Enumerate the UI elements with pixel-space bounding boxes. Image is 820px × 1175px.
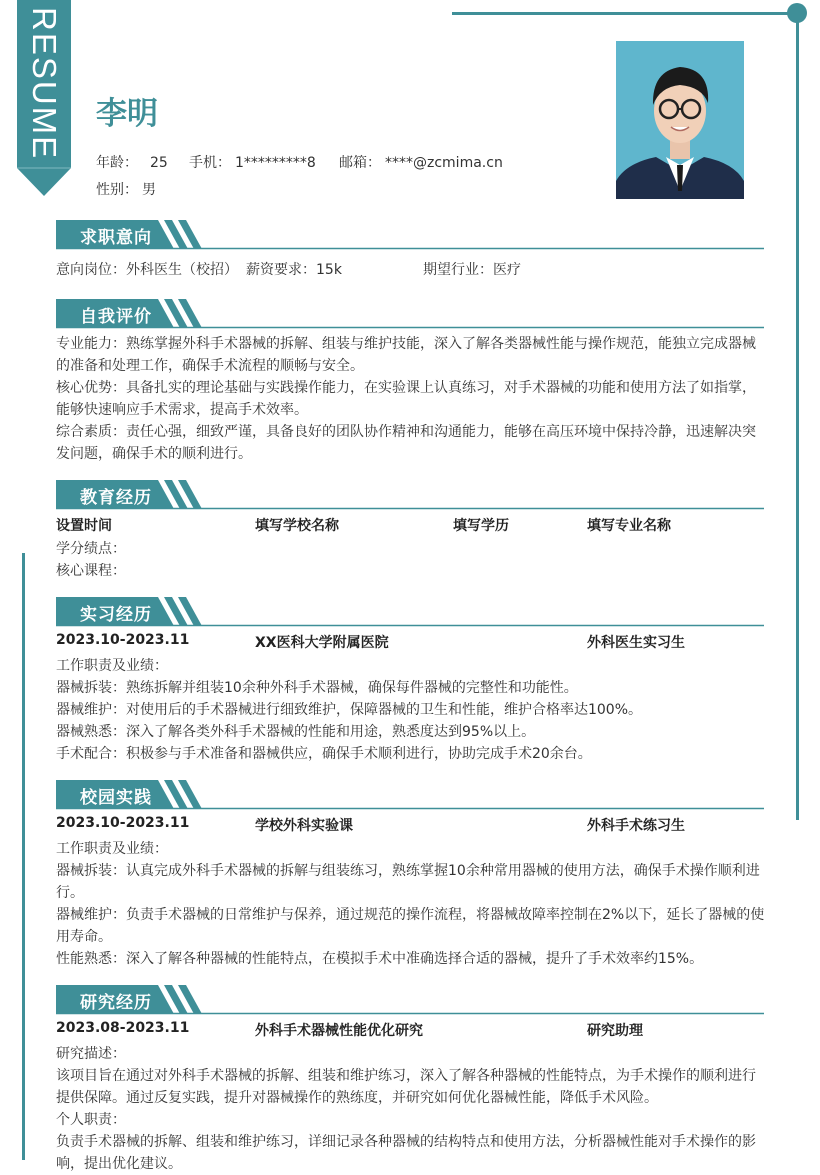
intern-role: 外科医生实习生 [587, 635, 685, 651]
intern-row [56, 632, 766, 654]
profile-photo [616, 41, 744, 199]
edu-school: 填写学校名称 [255, 518, 339, 534]
research-line: 该项目旨在通过对外科手术器械的拆解、组装和维护练习，深入了解各种器械的性能特点，为手术操作的顺利进行提供保障。通过反复实践，提升对器械操作的熟练度，并研究如何优化器械性能，降低手术风险。 [56, 1068, 756, 1106]
section-title: 研究经历 [80, 993, 152, 1013]
intern-line: 器械熟悉：深入了解各类外科手术器械的性能和用途，熟悉度达到95%以上。 [56, 724, 536, 740]
campus-org: 学校外科实验课 [255, 818, 353, 834]
section-header-self [56, 299, 764, 329]
section-header-edu [56, 480, 764, 510]
campus-line: 性能熟悉：深入了解各种器械的性能特点，在模拟手术中准确选择合适的器械，提升了手术效率约15%。 [56, 951, 704, 967]
research-line: 个人职责： [56, 1112, 126, 1128]
intern-line: 手术配合：积极参与手术准备和器械供应，确保手术顺利进行，协助完成手术20余台。 [56, 746, 592, 762]
phone-field: 手机： 1*********8 [189, 155, 316, 171]
section-title: 教育经历 [80, 488, 152, 508]
section-header-campus [56, 780, 764, 810]
campus-line: 工作职责及业绩： [56, 841, 168, 857]
self-eval-1: 专业能力：熟练掌握外科手术器械的拆解、组装与维护技能，深入了解各类器械性能与操作规范，能独立完成器械的准备和处理工作，确保手术流程的顺畅与安全。 [56, 336, 756, 374]
email-field: 邮箱： ****@zcmima.cn [339, 155, 503, 171]
candidate-name: 李明 [96, 96, 158, 132]
section-title: 校园实践 [80, 788, 152, 808]
section-header-research [56, 985, 764, 1015]
intent-salary: 薪资要求：15k [246, 262, 342, 278]
edu-row [56, 515, 766, 537]
research-date: 2023.08-2023.11 [56, 1020, 190, 1036]
intent-industry: 期望行业：医疗 [423, 262, 521, 278]
self-eval-2: 核心优势：具备扎实的理论基础与实践操作能力，在实验课上认真练习，对手术器械的功能和使用方法了如指掌，能够快速响应手术需求，提高手术效率。 [56, 380, 756, 418]
campus-role: 外科手术练习生 [587, 818, 685, 834]
resume-ribbon-label: RESUME [26, 7, 63, 161]
edu-major: 填写专业名称 [587, 518, 671, 534]
campus-row [56, 815, 766, 837]
intern-line: 器械维护：对使用后的手术器械进行细致维护，保障器械的卫生和性能，维护合格率达100%。 [56, 702, 643, 718]
top-divider-line [452, 12, 797, 15]
right-divider-line [796, 14, 799, 820]
section-title: 实习经历 [80, 605, 152, 625]
age-field: 年龄： 25 [96, 155, 168, 171]
edu-gpa: 学分绩点： [56, 541, 126, 557]
intent-position: 意向岗位：外科医生（校招） [56, 262, 238, 278]
left-divider-line [22, 553, 25, 1160]
intern-date: 2023.10-2023.11 [56, 632, 190, 648]
edu-time: 设置时间 [56, 518, 112, 534]
intern-org: XX医科大学附属医院 [255, 635, 389, 651]
research-row [56, 1020, 766, 1042]
campus-line: 器械拆装：认真完成外科手术器械的拆解与组装练习，熟练掌握10余种常用器械的使用方法，确保手术操作顺利进行。 [56, 863, 760, 901]
intern-line: 工作职责及业绩： [56, 658, 168, 674]
gender-field: 性别： 男 [96, 182, 156, 198]
section-title: 求职意向 [80, 228, 152, 248]
research-role: 研究助理 [587, 1023, 643, 1039]
research-line: 负责手术器械的拆解、组装和维护练习，详细记录各种器械的结构特点和使用方法，分析器械性能对手术操作的影响，提出优化建议。 [56, 1134, 756, 1172]
research-line: 研究描述： [56, 1046, 126, 1062]
research-org: 外科手术器械性能优化研究 [255, 1023, 423, 1039]
section-header-intern [56, 597, 764, 627]
self-eval-3: 综合素质：责任心强，细致严谨，具备良好的团队协作精神和沟通能力，能够在高压环境中保持冷静，迅速解决突发问题，确保手术的顺利进行。 [56, 424, 756, 462]
edu-degree: 填写学历 [453, 518, 509, 534]
campus-line: 器械维护：负责手术器械的日常维护与保养，通过规范的操作流程，将器械故障率控制在2%以下，延长了器械的使用寿命。 [56, 907, 765, 945]
edu-courses: 核心课程： [56, 563, 126, 579]
section-header-intent [56, 220, 764, 250]
section-title: 自我评价 [80, 307, 152, 327]
intern-line: 器械拆装：熟练拆解并组装10余种外科手术器械，确保每件器械的完整性和功能性。 [56, 680, 578, 696]
campus-date: 2023.10-2023.11 [56, 815, 190, 831]
